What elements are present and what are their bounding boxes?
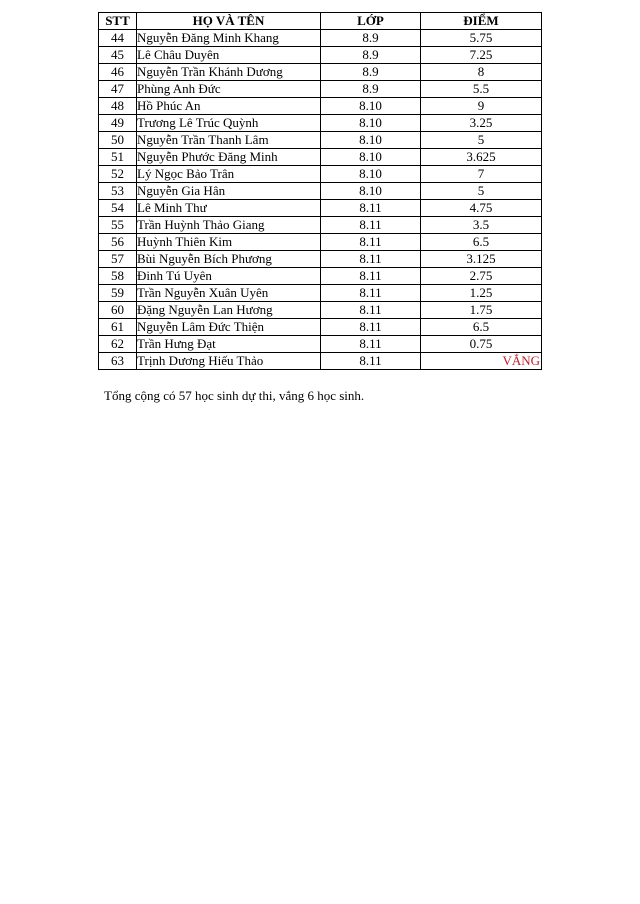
table-row [99,64,542,81]
cell-stt: 63 [99,353,137,370]
table-row [99,285,542,302]
cell-stt: 46 [99,64,137,81]
cell-stt: 61 [99,319,137,336]
cell-name: Nguyễn Gia Hân [137,183,321,200]
cell-name: Phùng Anh Đức [137,81,321,98]
cell-stt: 49 [99,115,137,132]
table-row [99,98,542,115]
summary-text: Tổng cộng có 57 học sinh dự thi, vắng 6 học sinh. [104,388,365,403]
cell-name: Lý Ngọc Bảo Trân [137,166,321,183]
cell-score: 7 [421,166,542,183]
cell-score: 3.625 [421,149,542,166]
header-class: LỚP [321,13,421,30]
cell-stt: 48 [99,98,137,115]
cell-name: Nguyễn Trần Khánh Dương [137,64,321,81]
table-header-row [99,13,542,30]
table-row [99,30,542,47]
cell-score: 3.5 [421,217,542,234]
header-name: HỌ VÀ TÊN [137,13,321,30]
cell-name: Lê Châu Duyên [137,47,321,64]
cell-score: 2.75 [421,268,542,285]
table-row [99,200,542,217]
cell-stt: 53 [99,183,137,200]
cell-name: Nguyễn Trần Thanh Lâm [137,132,321,149]
cell-class: 8.9 [321,47,421,64]
cell-name: Nguyễn Lâm Đức Thiện [137,319,321,336]
table-row [99,132,542,149]
cell-stt: 47 [99,81,137,98]
header-score: ĐIỂM [421,13,542,30]
cell-stt: 50 [99,132,137,149]
cell-class: 8.11 [321,251,421,268]
cell-class: 8.9 [321,64,421,81]
cell-class: 8.11 [321,285,421,302]
table-row [99,217,542,234]
table-row [99,115,542,132]
cell-name: Trần Nguyễn Xuân Uyên [137,285,321,302]
cell-score: 5 [421,132,542,149]
cell-score: 6.5 [421,234,542,251]
cell-name: Trần Hưng Đạt [137,336,321,353]
table-row [99,234,542,251]
cell-class: 8.10 [321,149,421,166]
cell-class: 8.10 [321,166,421,183]
table-body [99,30,542,370]
cell-stt: 55 [99,217,137,234]
table-row [99,268,542,285]
cell-stt: 51 [99,149,137,166]
cell-name: Hồ Phúc An [137,98,321,115]
cell-class: 8.10 [321,132,421,149]
cell-name: Huỳnh Thiên Kim [137,234,321,251]
cell-class: 8.10 [321,183,421,200]
cell-class: 8.11 [321,217,421,234]
cell-class: 8.9 [321,30,421,47]
table-row [99,47,542,64]
table-row [99,166,542,183]
cell-stt: 60 [99,302,137,319]
table-row [99,336,542,353]
cell-stt: 58 [99,268,137,285]
cell-stt: 56 [99,234,137,251]
cell-name: Đặng Nguyễn Lan Hương [137,302,321,319]
cell-class: 8.10 [321,98,421,115]
cell-stt: 52 [99,166,137,183]
cell-stt: 62 [99,336,137,353]
cell-score: 9 [421,98,542,115]
cell-class: 8.11 [321,234,421,251]
cell-class: 8.9 [321,81,421,98]
cell-stt: 44 [99,30,137,47]
cell-class: 8.11 [321,336,421,353]
cell-score: 5.5 [421,81,542,98]
cell-class: 8.11 [321,268,421,285]
cell-stt: 59 [99,285,137,302]
table-row [99,251,542,268]
cell-score: 5 [421,183,542,200]
cell-score: 1.25 [421,285,542,302]
cell-class: 8.11 [321,302,421,319]
cell-name: Trần Huỳnh Thảo Giang [137,217,321,234]
cell-score: 3.25 [421,115,542,132]
table-row [99,149,542,166]
cell-class: 8.11 [321,319,421,336]
table-row [99,319,542,336]
cell-name: Bùi Nguyễn Bích Phương [137,251,321,268]
cell-name: Nguyễn Đăng Minh Khang [137,30,321,47]
cell-score: VẮNG [421,353,542,370]
header-stt: STT [99,13,137,30]
cell-score: 1.75 [421,302,542,319]
cell-score: 4.75 [421,200,542,217]
cell-stt: 57 [99,251,137,268]
cell-score: 8 [421,64,542,81]
table-row [99,353,542,370]
table-row [99,302,542,319]
cell-score: 0.75 [421,336,542,353]
cell-name: Trịnh Dương Hiếu Thảo [137,353,321,370]
table-row [99,183,542,200]
cell-score: 3.125 [421,251,542,268]
cell-name: Lê Minh Thư [137,200,321,217]
table-row [99,81,542,98]
cell-name: Đinh Tú Uyên [137,268,321,285]
cell-score: 5.75 [421,30,542,47]
cell-class: 8.10 [321,115,421,132]
cell-stt: 54 [99,200,137,217]
score-table [98,12,542,370]
cell-stt: 45 [99,47,137,64]
cell-score: 6.5 [421,319,542,336]
cell-class: 8.11 [321,353,421,370]
cell-score: 7.25 [421,47,542,64]
cell-name: Trương Lê Trúc Quỳnh [137,115,321,132]
cell-name: Nguyễn Phước Đăng Minh [137,149,321,166]
cell-class: 8.11 [321,200,421,217]
